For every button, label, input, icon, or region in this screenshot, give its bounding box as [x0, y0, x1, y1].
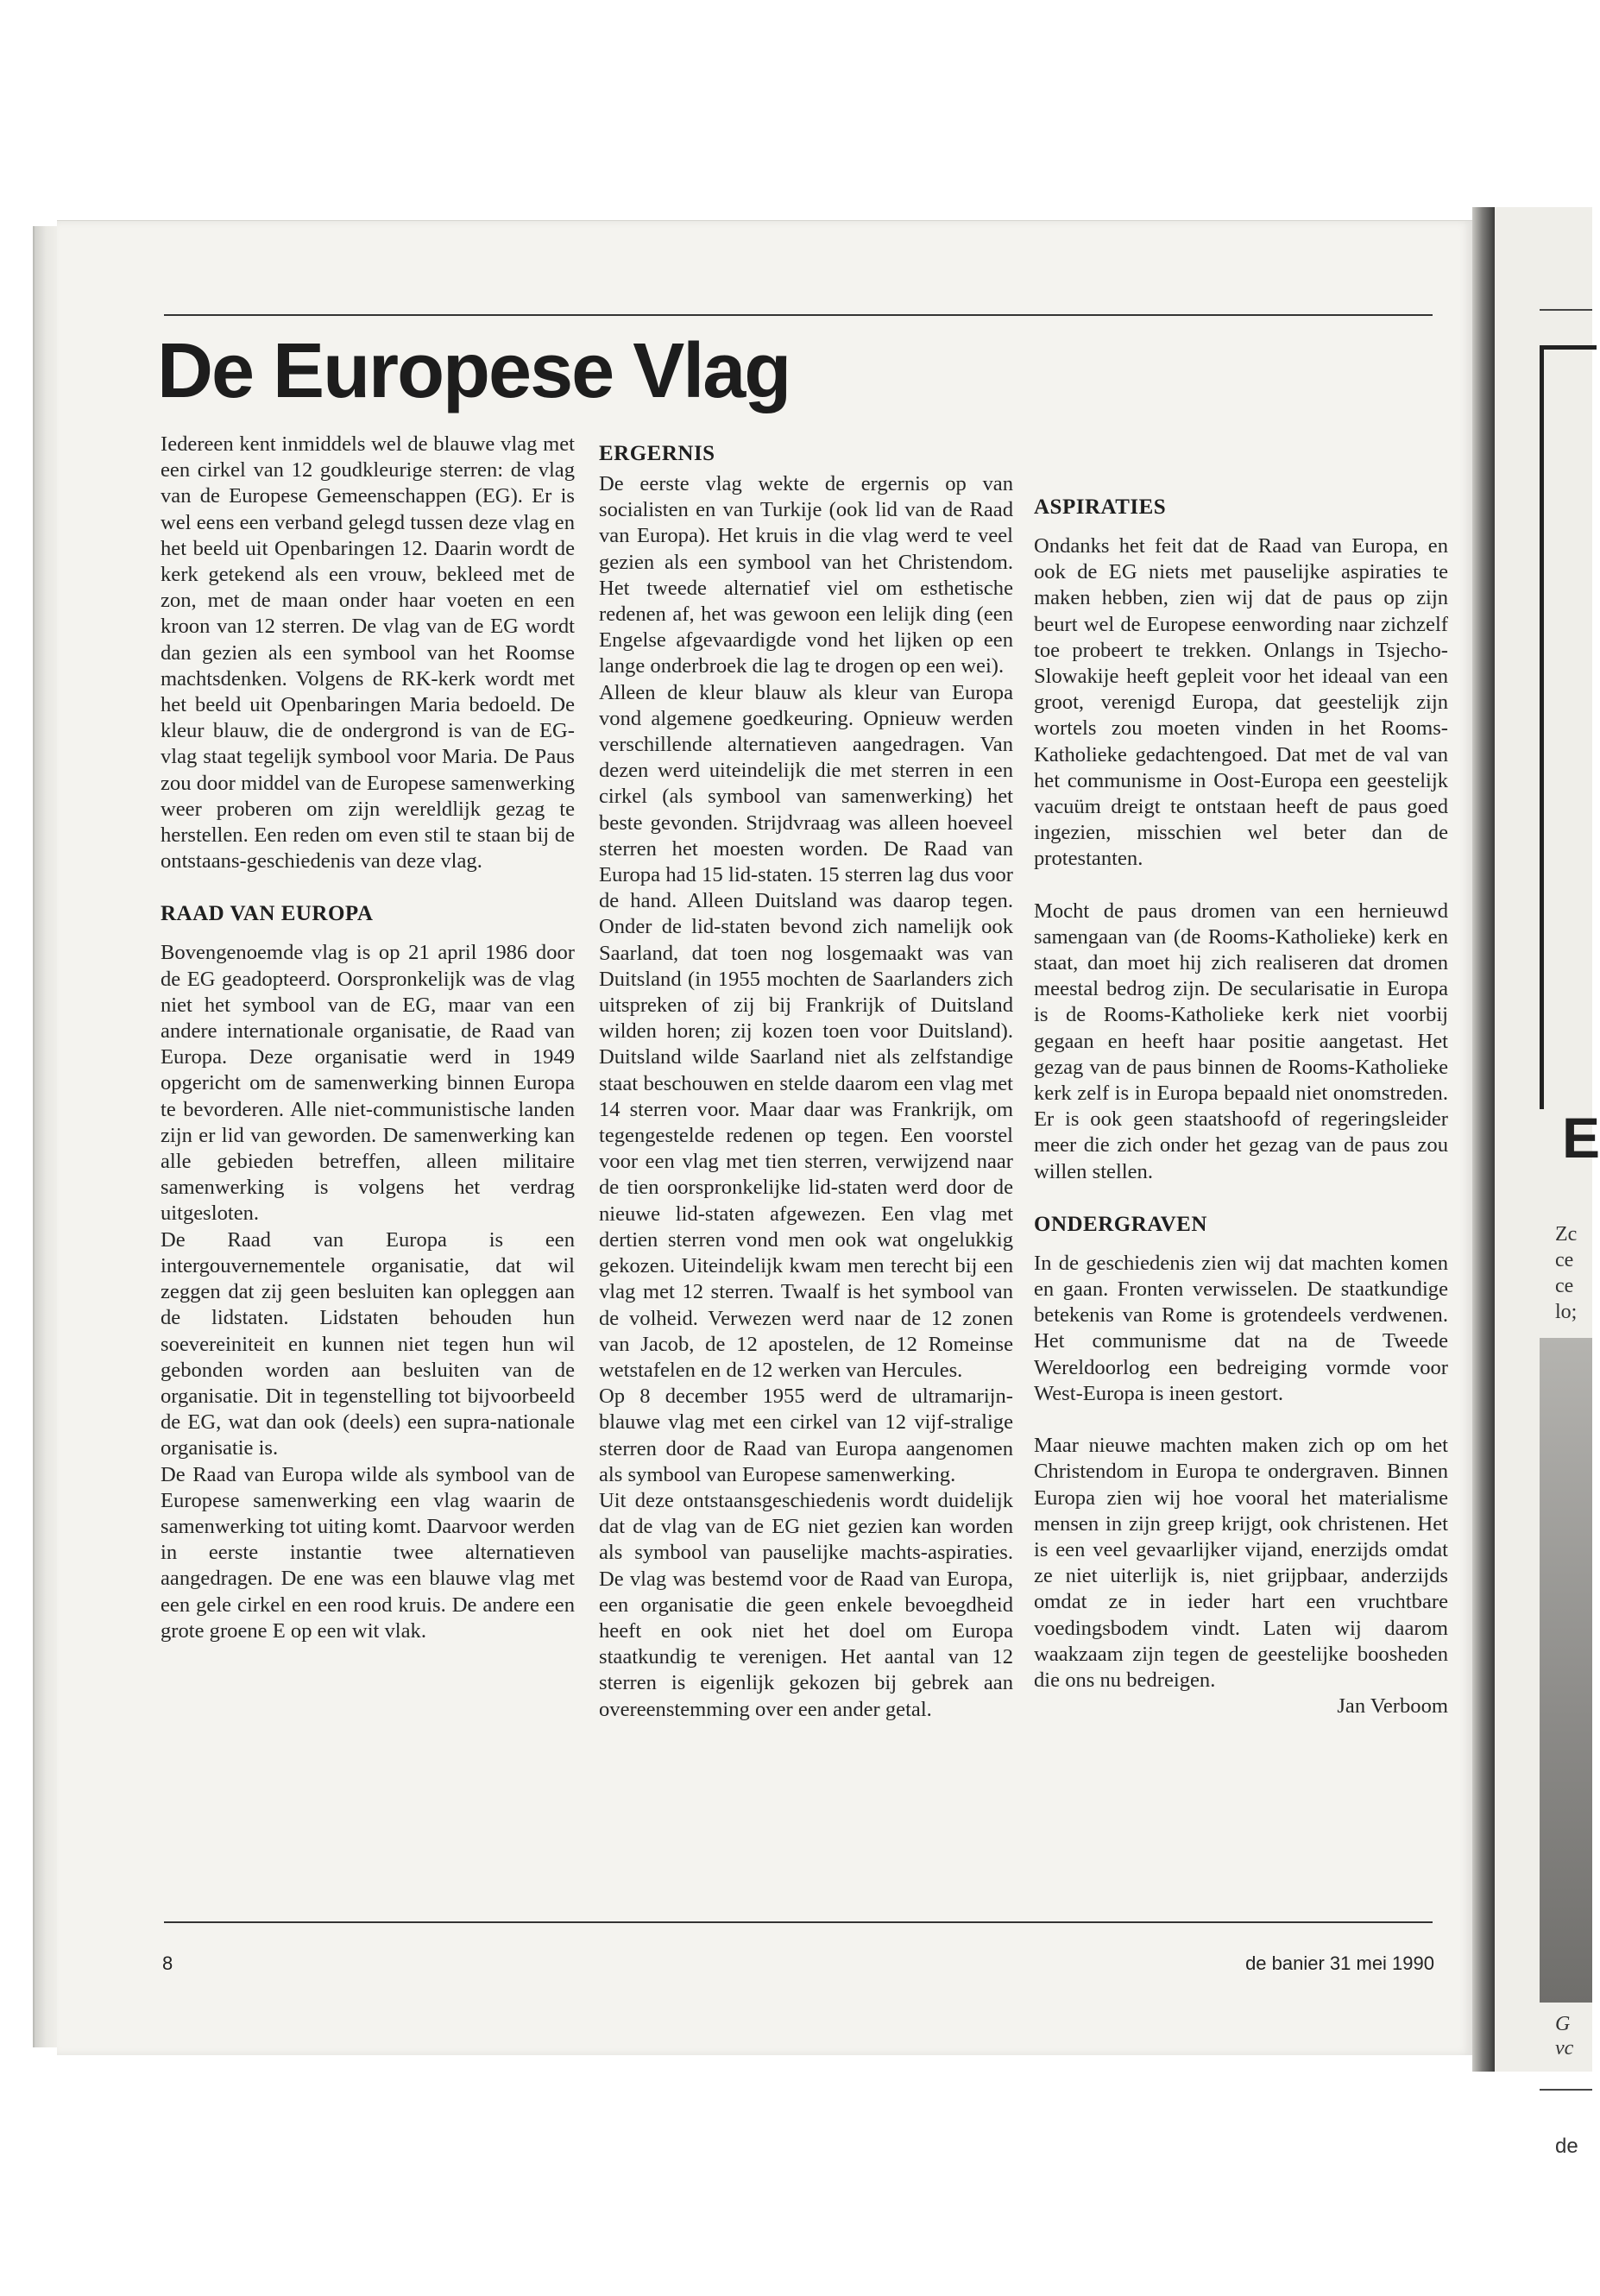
paragraph: De Raad van Europa is een intergouvernementele organisatie, dat wil zeggen dat zij geen besluiten kan opleggen aan de lidstaten. Lidstaten behouden hun soevereiniteit en kunnen niet tegen hun wil gebonden worden aan besluiten van de organisatie. Dit in tegenstelling tot bijvoorbeeld de EG, wat dan ook (deels) een supra-nationale organisatie is.	[161, 1227, 575, 1460]
adjacent-text-fragment: lo;	[1555, 1301, 1578, 1323]
page-number: 8	[162, 1952, 173, 1974]
adjacent-footer-fragment: de	[1555, 2135, 1578, 2158]
paragraph: In de geschiedenis zien wij dat machten komen en gaan. Fronten verwisselen. De staatkundige betekenis van Rome is grotendeels verdwenen. Het communisme dat na de Tweede Wereldoorlog een bedreiging vormde voor West-Europa is ineen gestort.	[1034, 1251, 1448, 1405]
bottom-rule	[164, 1921, 1433, 1923]
article-intro: Iedereen kent inmiddels wel de blauwe vlag met een cirkel van 12 goudkleurige sterren: de vlag van de Europese Gemeenschappen (EG). Er is wel eens een verband gelegd tussen deze vlag en het beeld uit Openbaringen 12. Daarin wordt de kerk getekend als een vrouw, bekleed met de zon, met de maan onder haar voeten en een kroon van 12 sterren. De vlag van de EG wordt dan gezien als een symbool van het Roomse machtsdenken. Volgens de RK-kerk wordt met het beeld uit Openbaringen Maria bedoeld. De kleur blauw, die de ondergrond is van de EG-vlag staat tegelijk symbool voor Maria. De Paus zou door middel van de Europese samenwerking weer proberen om zijn wereldlijk gezag te herstellen. Een reden om even stil te staan bij de ontstaans-geschiedenis van deze vlag.	[161, 432, 575, 874]
paragraph: Alleen de kleur blauw als kleur van Europa vond algemene goedkeuring. Opnieuw werden verschillende alternatieven aangedragen. Van dezen werd uiteindelijk die met sterren in een cirkel (als symbool van samenwerking) het beste gevonden. Strijdvraag was alleen hoeveel sterren het moesten worden. De Raad van Europa had 15 lid-staten. 15 sterren lag dus voor de hand. Alleen Duitsland was daarop tegen. Onder de lid-staten bevond zich namelijk ook Saarland, dat toen nog losgemaakt was van Duitsland (in 1955 mochten de Saarlanders zich uitspreken of zij bij Frankrijk of Duitsland wilden horen; zij kozen toen voor Duitsland). Duitsland wilde Saarland niet als zelfstandige staat beschouwen en stelde daarom een vlag met 14 sterren voor. Maar daar was Frankrijk, om tegengestelde redenen op tegen. Een voorstel voor een vlag met tien sterren, verwijzend naar de tien oorspronkelijke lid-staten werd door de nieuwe lid-staten afgewezen. Een vlag met dertien sterren vond men ook wat ongelukkig gekozen. Uiteindelijk kwam men terecht bij een vlag met 12 sterren. Twaalf is het symbool van de volheid. Verwezen werd naar de 12 zonen van Jacob, de 12 apostelen, de 12 Romeinse wetstafelen en de 12 werken van Hercules.	[599, 680, 1013, 1382]
paragraph: De Raad van Europa wilde als symbool van de Europese samenwerking een vlag waarin de samenwerking tot uiting komt. Daarvoor werden in eerste instantie twee alternatieven aangedragen. De ene was een blauwe vlag met een gele cirkel en een rood kruis. De andere een grote groene E op een wit vlak.	[161, 1462, 575, 1643]
paragraph: De eerste vlag wekte de ergernis op van socialisten en van Turkije (ook lid van de Raad van Europa). Het kruis in die vlag werd te veel gezien als een symbool van het Christendom. Het tweede alternatief viel om esthetische redenen af, het was gewoon een lelijk ding (een Engelse afgevaardigde vond het lijken op een lange onderbroek die lag te drogen op een wei).	[599, 472, 1013, 678]
adjacent-text-fragment: vc	[1555, 2037, 1574, 2059]
section-heading-ondergraven: ONDERGRAVEN	[1034, 1212, 1207, 1236]
article-title: De Europese Vlag	[157, 328, 791, 414]
adjacent-frame	[1540, 345, 1597, 1109]
adjacent-text-fragment: Zc	[1555, 1223, 1578, 1246]
column-2	[599, 440, 1013, 1723]
adjacent-text-fragment: G	[1555, 2013, 1571, 2035]
adjacent-page	[1495, 207, 1600, 2158]
top-rule	[164, 314, 1433, 316]
paragraph: Uit deze ontstaansgeschiedenis wordt duidelijk dat de vlag van de EG niet gezien kan worden als symbool van pauselijke machts-aspiraties. De vlag was bestemd voor de Raad van Europa, een organisatie die geen enkele bevoegdheid heeft en ook niet het doel om Europa staatkundig te verenigen. Het aantal van 12 sterren is eigenlijk gekozen bij gebrek aan overeenstemming over een ander getal.	[599, 1488, 1013, 1721]
paragraph: Op 8 december 1955 werd de ultramarijn-blauwe vlag met een cirkel van 12 vijf-stralige sterren door de Raad van Europa aangenomen als symbool van Europese samenwerking.	[599, 1385, 1013, 1486]
section-heading-ergernis: ERGERNIS	[599, 442, 715, 465]
book-spine	[1472, 207, 1495, 2072]
section-heading-aspiraties: ASPIRATIES	[1034, 495, 1167, 519]
section-heading-raad-van-europa: RAAD VAN EUROPA	[161, 902, 374, 926]
adjacent-text-fragment: ce	[1555, 1249, 1574, 1271]
paragraph: Ondanks het feit dat de Raad van Europa, en ook de EG niets met pauselijke aspiraties te maken hebben, zien wij dat de paus op zijn beurt wel de Europese eenwording naar zichzelf toe probeert te trekken. Onlangs in Tsjecho-Slowakije heeft gepleit voor het ideaal van een groot, verenigd Europa, dat geestelijk zijn wortels zou moeten vinden in het Rooms-Katholieke gedachtengoed. Dat met de val van het communisme in Oost-Europa een geestelijk vacuüm dreigt te ontstaan heeft de paus goed ingezien, misschien wel beter dan de protestanten.	[1034, 534, 1448, 871]
adjacent-heading-fragment: E	[1562, 1106, 1600, 1170]
author-signature: Jan Verboom	[1337, 1694, 1448, 1719]
column-3	[1034, 347, 1448, 1719]
issue-line: de banier 31 mei 1990	[1245, 1952, 1434, 1974]
adjacent-rule-bottom	[1540, 2089, 1592, 2091]
paragraph: Mocht de paus dromen van een hernieuwd samengaan van (de Rooms-Katholieke) kerk en staat, dan moet hij zich realiseren dat dromen meestal bedrog zijn. De secularisatie in Europa is de Rooms-Katholieke kerk niet voorbij gegaan en heeft haar positie aangetast. Het gezag van de paus binnen de Rooms-Katholieke kerk zelf is in Europa bepaald niet onomstreden. Er is ook geen staatshoofd of regeringsleider meer die zich onder het gezag van de paus zou willen stellen.	[1034, 899, 1448, 1183]
adjacent-photo	[1540, 1338, 1592, 2003]
paragraph: Maar nieuwe machten maken zich op om het Christendom in Europa te ondergraven. Binnen Europa zien wij hoe vooral het materialisme mensen in zijn greep krijgt, ook christenen. Het is een veel gevaarlijker vijand, enerzijds omdat ze niet uiterlijk is, niet grijpbaar, anderzijds omdat ze in ieder hart een vruchtbare voedingsbodem vindt. Laten wij daarom waakzaam zijn tegen de geestelijke boosheden die ons nu bedreigen.	[1034, 1434, 1448, 1692]
adjacent-rule-top	[1540, 309, 1592, 311]
adjacent-text-fragment: ce	[1555, 1275, 1574, 1297]
column-1	[161, 432, 575, 1644]
paragraph: Bovengenoemde vlag is op 21 april 1986 door de EG geadopteerd. Oorspronkelijk was de vlag niet het symbool van de EG, maar van een andere internationale organisatie, de Raad van Europa. Deze organisatie werd in 1949 opgericht om de samenwerking binnen Europa te bevorderen. Alle niet-communistische landen zijn er lid van geworden. De samenwerking kan alle gebieden betreffen, alleen militaire samenwerking is volgens het verdrag uitgesloten.	[161, 941, 575, 1226]
